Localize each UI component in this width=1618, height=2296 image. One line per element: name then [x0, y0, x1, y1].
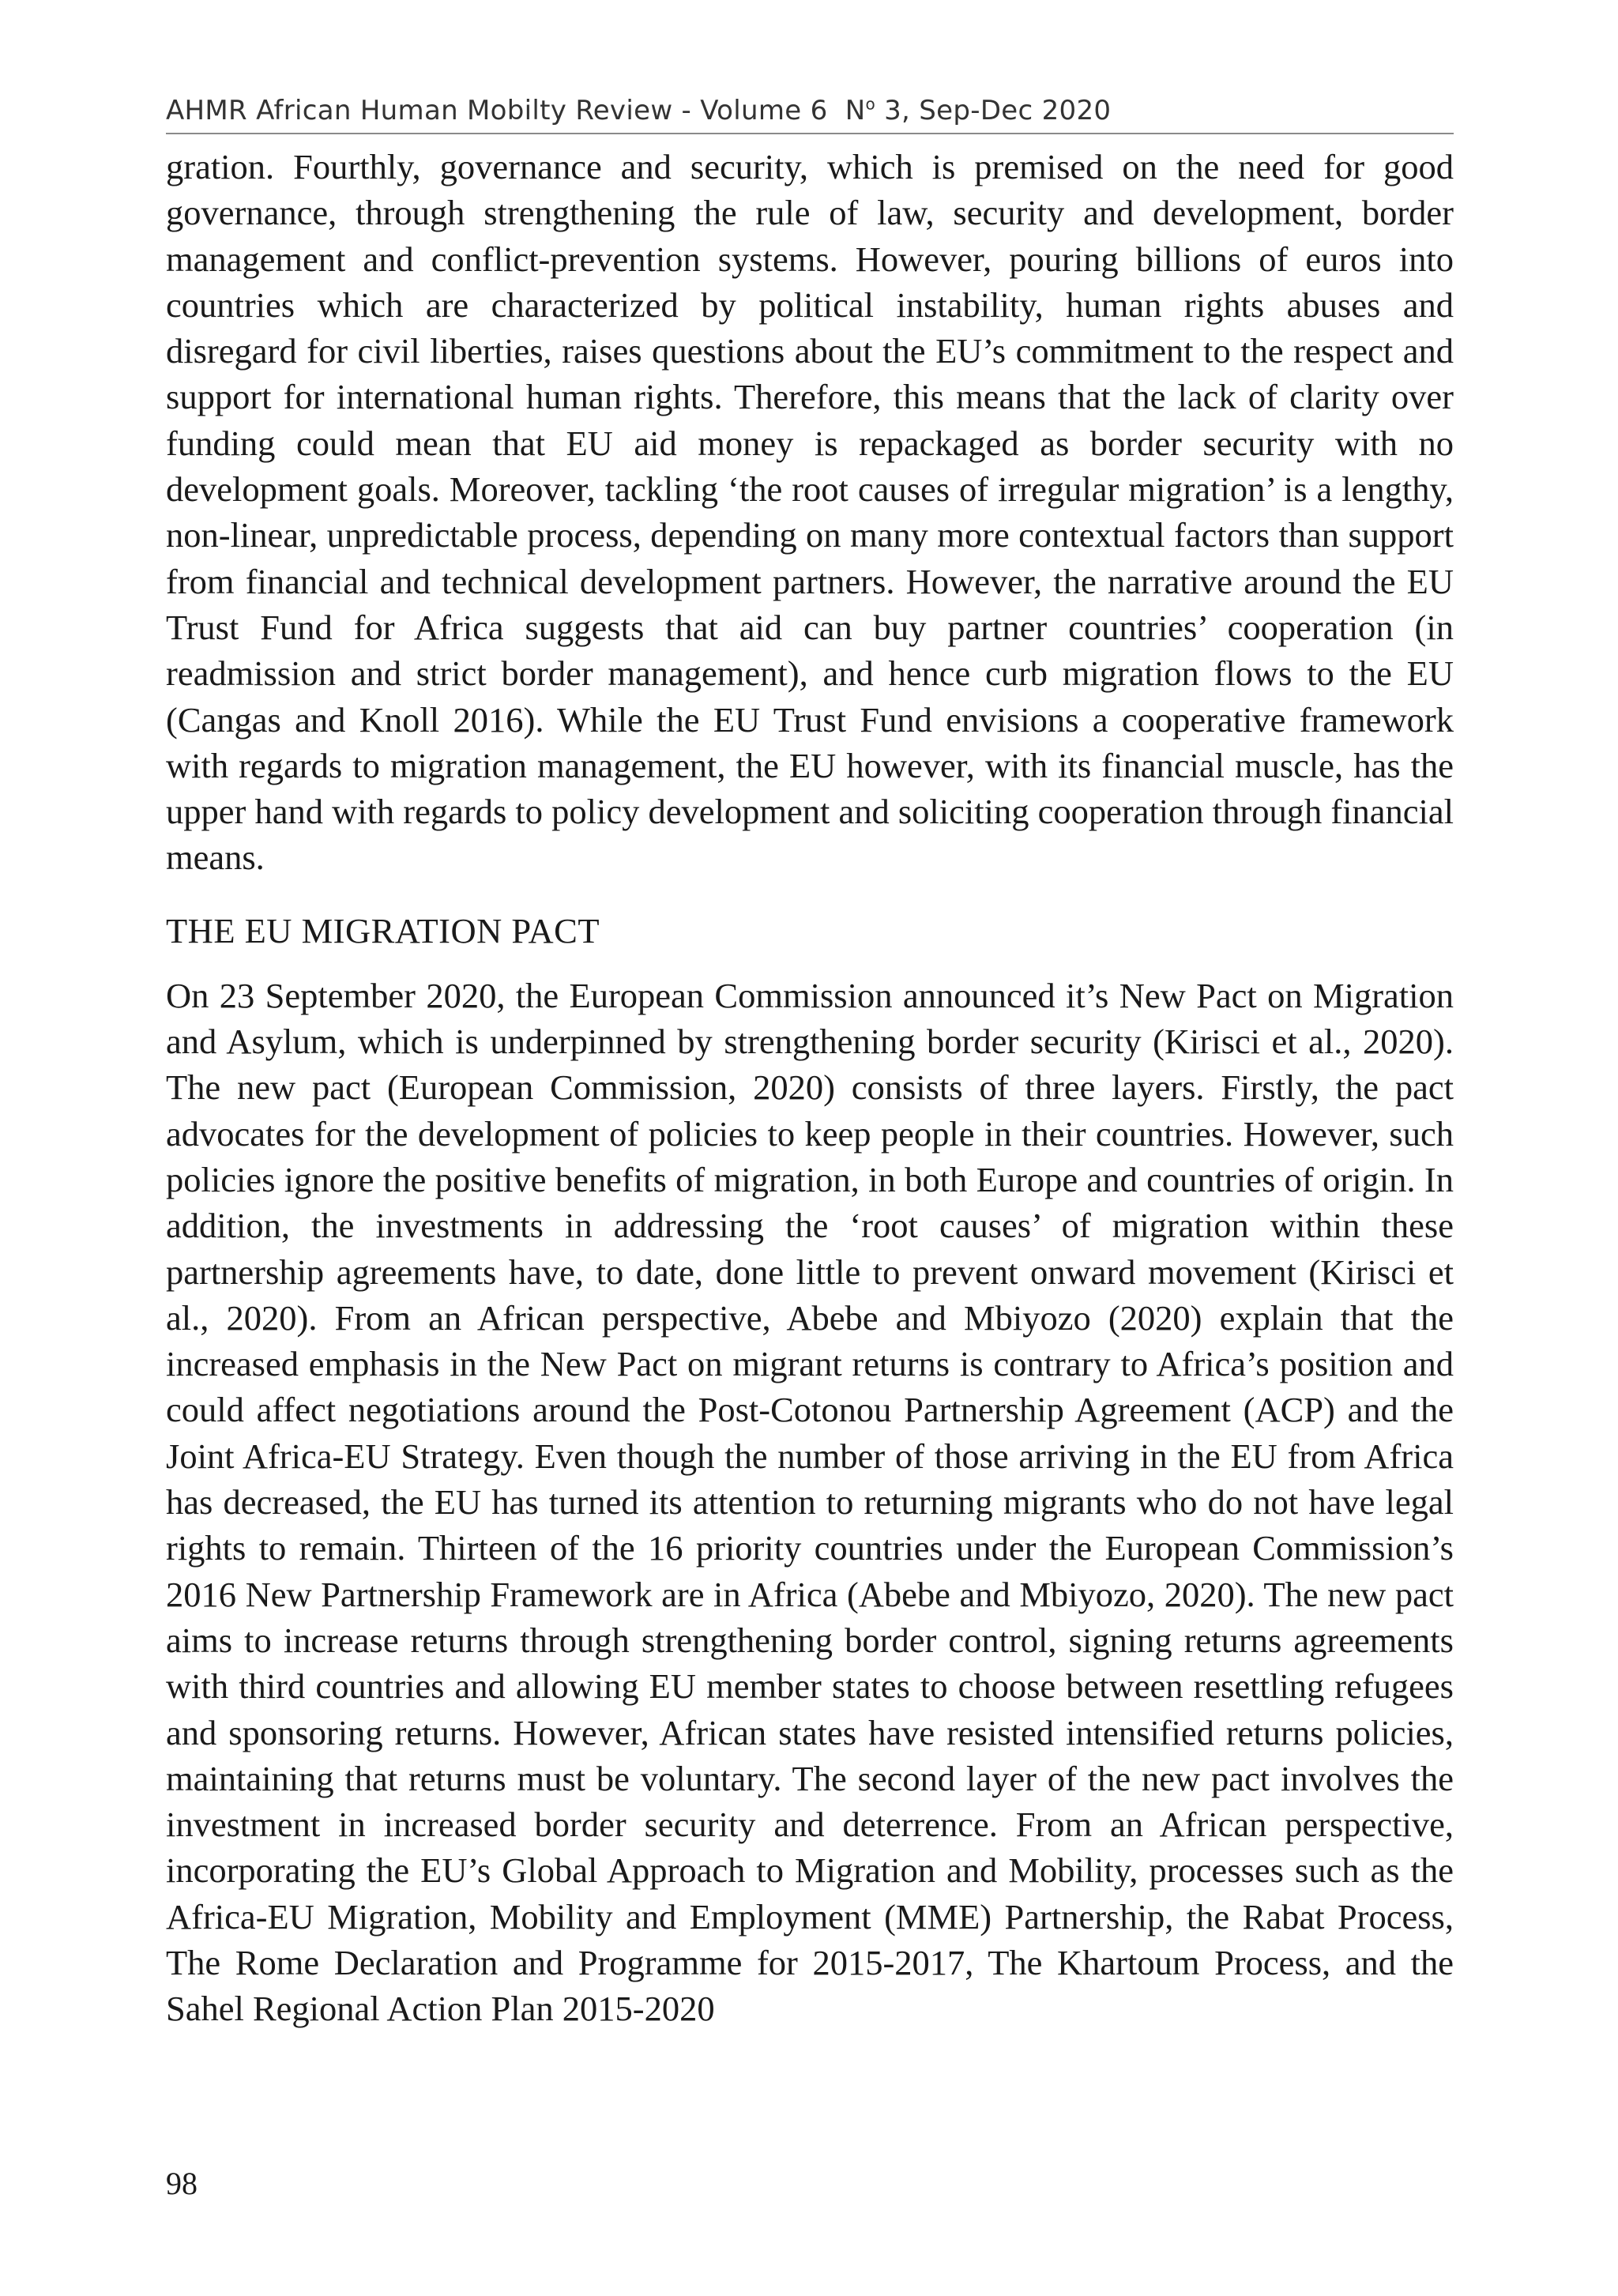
- page-content: [166, 95, 1454, 2032]
- running-header: [166, 95, 1454, 134]
- body-paragraph-2: On 23 September 2020, the European Commission announced it’s New Pact on Migration and Asylum, which is underpinned by strengthening border security (Kirisci et al., 2020). The new pact (European Commission, 2020) consists of three layers. Firstly, the pact advocates for the development of policies to keep people in their countries. However, such policies ignore the positive benefits of migration, in both Europe and countries of origin. In addition, the investments in addressing the ‘root causes’ of migration within these partnership agreements have, to date, done little to prevent onward movement (Kirisci et al., 2020). From an African perspective, Abebe and Mbiyozo (2020) explain that the increased emphasis in the New Pact on migrant returns is contrary to Africa’s position and could affect negotiations around the Post-Cotonou Partnership Agreement (ACP) and the Joint Africa-EU Strategy. Even though the number of those arriving in the EU from Africa has decreased, the EU has turned its attention to returning migrants who do not have legal rights to remain. Thirteen of the 16 priority countries under the European Commission’s 2016 New Partnership Framework are in Africa (Abebe and Mbiyozo, 2020). The new pact aims to increase returns through strengthening border control, signing returns agreements with third countries and allowing EU member states to choose between resettling refugees and sponsoring returns. However, African states have resisted intensified returns policies, maintaining that returns must be voluntary. The second layer of the new pact involves the investment in increased border security and deterrence. From an African perspective, incorporating the EU’s Global Approach to Migration and Mobility, processes such as the Africa-EU Migration, Mobility and Employment (MME) Partnership, the Rabat Process, The Rome Declaration and Programme for 2015-2017, The Khartoum Process, and the Sahel Regional Action Plan 2015-2020: [166, 975, 1454, 2029]
- journal-title: AHMR African Human Mobilty Review - Volume 6: [166, 95, 828, 126]
- issue-info: 3, Sep-Dec 2020: [884, 95, 1112, 126]
- number-sign: N: [845, 95, 866, 126]
- body-paragraph-1: gration. Fourthly, governance and security, which is premised on the need for good governance, through strengthening the rule of law, security and development, border management and conflict-prevention systems. However, pouring billions of euros into countries which are characterized by political instability, human rights abuses and disregard for civil liberties, raises questions about the EU’s commitment to the respect and support for international human rights. Therefore, this means that the lack of clarity over funding could mean that EU aid money is repackaged as border security with no development goals. Moreover, tackling ‘the root causes of irregular migration’ is a lengthy, non-linear, unpredictable process, depending on many more contextual factors than support from financial and technical development partners. However, the narrative around the EU Trust Fund for Africa suggests that aid can buy partner countries’ cooperation (in readmission and strict border management), and hence curb migration flows to the EU (Cangas and Knoll 2016). While the EU Trust Fund envisions a cooperative framework with regards to migration management, the EU however, with its financial muscle, has the upper hand with regards to policy development and soliciting cooperation through financial means.: [166, 147, 1454, 878]
- page-number: 98: [166, 2166, 198, 2201]
- number-sign-superscript: o: [865, 94, 876, 114]
- section-heading: THE EU MIGRATION PACT: [166, 910, 600, 950]
